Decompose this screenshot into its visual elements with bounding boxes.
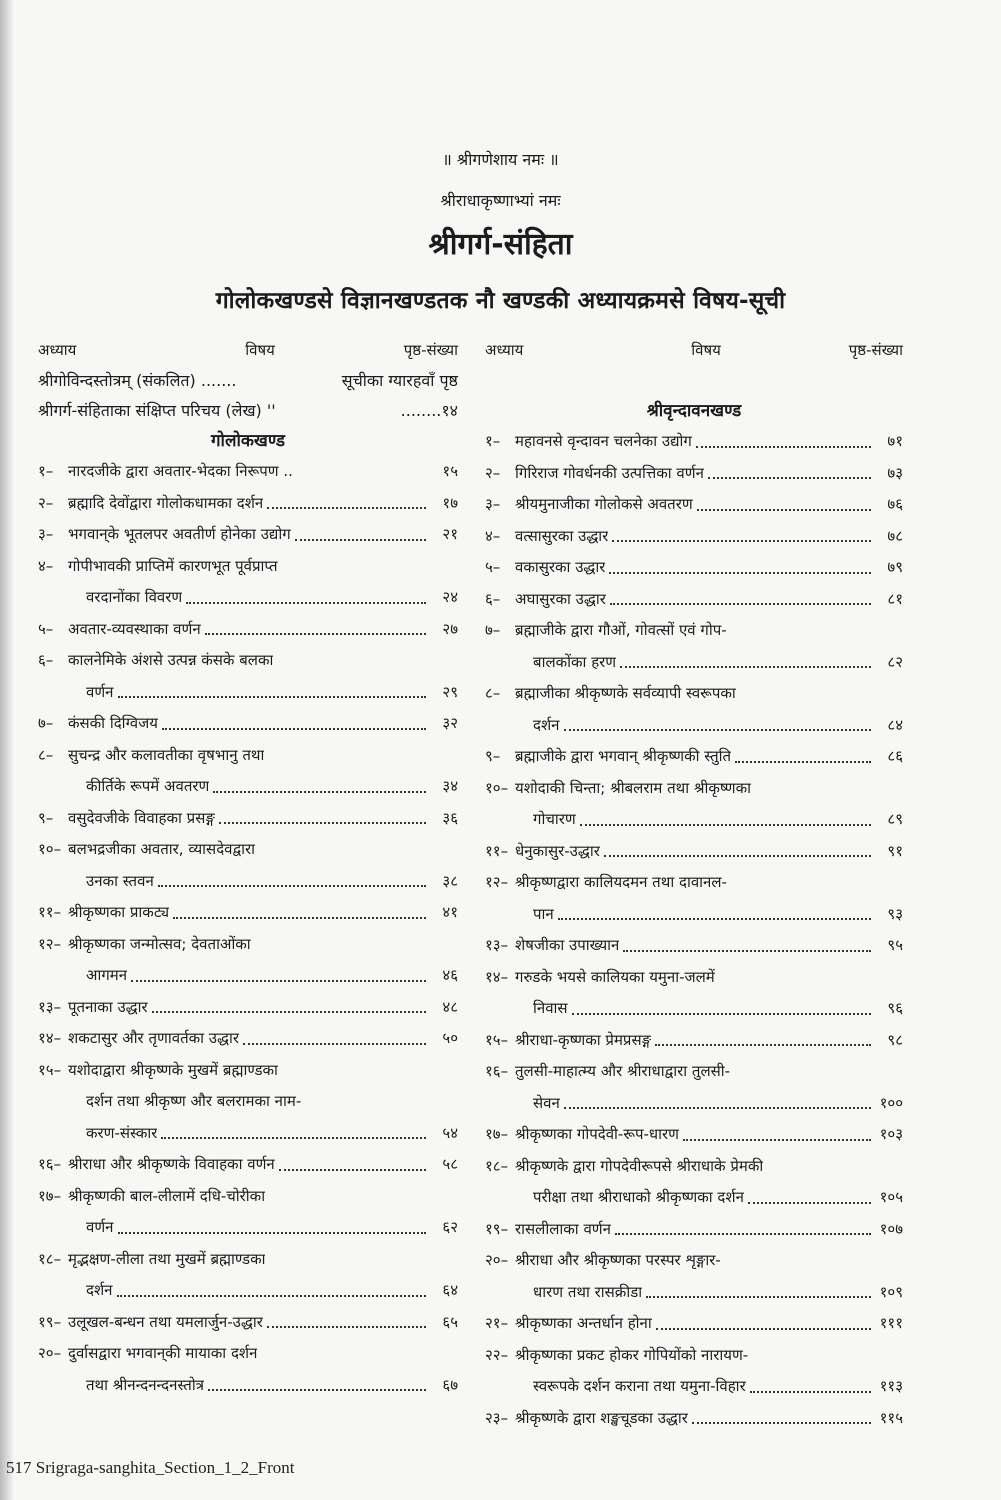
dot-leader (186, 602, 426, 604)
page-number: ८१ (887, 589, 903, 608)
header-page: पृष्ठ-संख्या (848, 341, 903, 359)
chapter-number: १२– (38, 934, 62, 953)
dot-leader (173, 917, 426, 919)
dot-leader (213, 791, 426, 793)
toc-entry-continuation (485, 1088, 903, 1120)
page-number: ११३ (879, 1377, 903, 1395)
chapter-number: १९– (38, 1312, 62, 1331)
dot-leader (162, 728, 426, 730)
dot-leader (609, 572, 871, 574)
chapter-title: कालनेमिके अंशसे उत्पन्न कंसके बलका (68, 651, 274, 669)
page-number: ९६ (887, 999, 903, 1017)
toc-entry-continuation (485, 710, 903, 742)
dot-leader (295, 539, 426, 541)
dot-leader (131, 980, 426, 982)
page-number: ६७ (442, 1375, 458, 1394)
header-subject: विषय (691, 341, 721, 359)
chapter-title: निवास (533, 999, 568, 1017)
dot-leader (564, 729, 872, 731)
page-number: ९१ (887, 841, 903, 860)
page-number: ८९ (887, 810, 903, 828)
toc-entry (38, 834, 458, 866)
chapter-number: ४– (38, 556, 54, 575)
toc-entry (38, 1244, 458, 1276)
toc-entry (485, 930, 903, 962)
page-number: ४६ (442, 966, 458, 984)
chapter-title: परीक्षा तथा श्रीराधाको श्रीकृष्णका दर्शन (533, 1188, 744, 1206)
page-number: ८४ (887, 715, 903, 734)
toc-entry (38, 740, 458, 772)
chapter-title: श्रीयमुनाजीका गोलोकसे अवतरण (515, 495, 693, 513)
vrindavan-khanda-list (485, 426, 903, 1434)
page-number: ३४ (442, 777, 458, 795)
page-number: ७८ (887, 526, 903, 545)
page-number: २९ (442, 682, 458, 701)
chapter-number: २– (38, 493, 54, 512)
goloka-khanda-list (38, 456, 458, 1401)
dot-leader (697, 509, 871, 511)
chapter-title: गिरिराज गोवर्धनकी उत्पत्तिका वर्णन (515, 463, 704, 482)
toc-entry-continuation (485, 1371, 903, 1403)
toc-entry-continuation (485, 993, 903, 1025)
toc-entry (38, 1338, 458, 1370)
toc-entry-continuation (38, 1275, 458, 1307)
chapter-title: ब्रह्माजीका श्रीकृष्णके सर्वव्यापी स्वरूपका (515, 684, 736, 702)
chapter-number: २२– (485, 1345, 509, 1364)
chapter-title: गोपीभावकी प्राप्तिमें कारणभूत पूर्वप्राप्त (68, 556, 278, 575)
dot-leader (161, 1137, 426, 1139)
chapter-title: दर्शन (86, 1281, 113, 1299)
chapter-title: पूतनाका उद्धार (68, 997, 148, 1016)
chapter-title: वसुदेवजीके विवाहका प्रसङ्ग (68, 808, 215, 827)
front-matter (38, 366, 458, 426)
dot-leader (655, 1044, 871, 1046)
chapter-number: ९– (38, 808, 54, 827)
toc-entry (485, 1151, 903, 1183)
page-number: ६२ (442, 1218, 458, 1236)
header-chapter: अध्याय (38, 341, 77, 359)
dot-leader (243, 1043, 426, 1045)
chapter-title: श्रीकृष्णका प्राकट्य (68, 903, 170, 921)
front-matter-title: श्रीगर्ग-संहिताका संक्षिप्त परिचय (लेख) '' (38, 401, 276, 420)
header-chapter: अध्याय (485, 341, 524, 359)
front-matter-entry (38, 396, 458, 426)
dot-leader (692, 1422, 871, 1424)
toc-entry (38, 1055, 458, 1087)
section-heading-vrindavan: श्रीवृन्दावनखण्ड (646, 401, 742, 421)
toc-entry (485, 552, 903, 584)
chapter-title: नारदजीके द्वारा अवतार-भेदका निरूपण .. (68, 462, 293, 480)
chapter-title: वकासुरका उद्धार (515, 558, 606, 576)
page-number: २७ (442, 619, 458, 638)
page-number: ८६ (887, 747, 903, 765)
page-number: १०३ (879, 1125, 903, 1143)
dot-leader (696, 446, 871, 448)
front-matter-page: ........१४ (400, 401, 458, 420)
chapter-number: १– (485, 432, 501, 450)
dot-leader (205, 633, 426, 635)
toc-entry (485, 741, 903, 773)
dot-leader (572, 1013, 871, 1015)
chapter-title: अवतार-व्यवस्थाका वर्णन (68, 619, 201, 638)
chapter-title: गोचारण (533, 810, 576, 828)
chapter-title: दुर्वासद्वारा भगवान्‌की मायाका दर्शन (68, 1344, 258, 1362)
page-number: ८२ (887, 652, 903, 671)
chapter-title: शेषजीका उपाख्यान (515, 936, 620, 954)
toc-entry (485, 584, 903, 616)
chapter-title: श्रीकृष्णका प्रकट होकर गोपियोंको नारायण- (515, 1345, 749, 1364)
toc-entry-continuation (38, 677, 458, 709)
chapter-number: १०– (485, 778, 509, 797)
chapter-number: १७– (485, 1125, 509, 1143)
chapter-number: १५– (485, 1030, 509, 1049)
dot-leader (748, 1202, 871, 1204)
page-number: २१ (442, 525, 458, 543)
toc-entry (485, 521, 903, 553)
toc-entry-continuation (485, 804, 903, 836)
chapter-title: गरुडके भयसे कालियका यमुना-जलमें (515, 967, 715, 986)
toc-entry (38, 645, 458, 677)
chapter-number: १४– (485, 967, 509, 986)
chapter-title: श्रीराधा और श्रीकृष्णका परस्पर शृङ्गार- (515, 1251, 721, 1269)
chapter-title: श्रीकृष्णकी बाल-लीलामें दधि-चोरीका (68, 1186, 266, 1205)
dot-leader (683, 1139, 871, 1141)
toc-entry (485, 489, 903, 521)
page-number: १११ (879, 1314, 903, 1332)
chapter-title: ब्रह्मादि देवोंद्वारा गोलोकधामका दर्शन (68, 493, 264, 512)
chapter-title: यशोदाकी चिन्ता; श्रीबलराम तथा श्रीकृष्णका (515, 778, 751, 797)
dot-leader (118, 696, 426, 698)
chapter-title: उनका स्तवन (86, 871, 154, 890)
chapter-number: १७– (38, 1186, 62, 1205)
toc-entry (38, 803, 458, 835)
toc-entry-continuation (38, 866, 458, 898)
page-number: ११५ (879, 1408, 903, 1427)
chapter-title: श्रीकृष्णके द्वारा गोपदेवीरूपसे श्रीराधाके प्रेमकी (515, 1156, 764, 1175)
dot-leader (118, 1232, 426, 1234)
chapter-title: तुलसी-माहात्म्य और श्रीराधाद्वारा तुलसी- (515, 1062, 731, 1080)
page-number: ४८ (442, 997, 458, 1016)
chapter-title: रासलीलाका वर्णन (515, 1219, 611, 1238)
chapter-title: श्रीराधा और श्रीकृष्णके विवाहका वर्णन (68, 1155, 275, 1173)
toc-entry (485, 678, 903, 710)
chapter-title: श्रीकृष्णका अन्तर्धान होना (515, 1314, 652, 1332)
page-number: ९३ (887, 904, 903, 923)
chapter-number: १२– (485, 873, 509, 891)
toc-entry (485, 1340, 903, 1372)
page-number: ३२ (442, 714, 458, 732)
dot-leader (750, 1391, 871, 1393)
toc-entry-continuation (38, 582, 458, 614)
toc-entry (485, 1308, 903, 1340)
page-number: ५० (442, 1029, 458, 1047)
toc-entry (38, 897, 458, 929)
toc-entry (38, 1307, 458, 1339)
column-headers-right (485, 340, 903, 366)
toc-entry (38, 1149, 458, 1181)
chapter-number: ५– (38, 619, 54, 638)
chapter-title: श्रीकृष्णद्वारा कालियदमन तथा दावानल- (515, 873, 727, 891)
dot-leader (564, 1107, 871, 1109)
dot-leader (117, 1295, 427, 1297)
chapter-number: १४– (38, 1029, 62, 1047)
toc-entry (38, 551, 458, 583)
toc-entry (485, 1056, 903, 1088)
dot-leader (279, 1169, 426, 1171)
page-number: ६४ (442, 1281, 458, 1299)
page-number: १०५ (879, 1188, 903, 1206)
chapter-number: २१– (485, 1314, 509, 1332)
chapter-title: मृद्भक्षण-लीला तथा मुखमें ब्रह्माण्डका (68, 1249, 266, 1268)
toc-entry (485, 773, 903, 805)
chapter-number: १५– (38, 1060, 62, 1079)
chapter-number: २०– (38, 1344, 62, 1362)
toc-entry-continuation (38, 1212, 458, 1244)
toc-entry (485, 1119, 903, 1151)
chapter-title: श्रीकृष्णके द्वारा शङ्खचूडका उद्धार (515, 1408, 688, 1427)
book-title: श्रीगर्ग-संहिता (428, 227, 573, 262)
chapter-title: वत्सासुरका उद्धार (515, 526, 609, 545)
toc-entry (485, 1403, 903, 1435)
page-number: ३८ (442, 871, 458, 890)
page-number: ७३ (887, 463, 903, 482)
toc-entry (38, 456, 458, 488)
chapter-title: श्रीराधा-कृष्णका प्रेमप्रसङ्ग (515, 1030, 652, 1049)
front-matter-page: सूचीका ग्यारहवाँ पृष्ठ (341, 371, 458, 390)
chapter-title: धारण तथा रासक्रीडा (533, 1282, 643, 1301)
toc-entry (38, 1181, 458, 1213)
dot-leader (620, 666, 871, 668)
chapter-title: तथा श्रीनन्दनन्दनस्तोत्र (86, 1375, 205, 1394)
chapter-number: २– (485, 463, 501, 482)
chapter-title: स्वरूपके दर्शन कराना तथा यमुना-विहार (533, 1377, 746, 1395)
toc-entry-continuation (485, 647, 903, 679)
page-number: ४१ (442, 903, 458, 921)
chapter-number: २०– (485, 1251, 509, 1269)
chapter-number: १– (38, 462, 54, 480)
toc-entry-continuation (38, 960, 458, 992)
chapter-number: १६– (38, 1155, 62, 1173)
page-number: १५ (442, 462, 458, 480)
invocation-ganesha: ॥ श्रीगणेशाय नमः ॥ (442, 150, 559, 169)
header-page: पृष्ठ-संख्या (403, 341, 458, 359)
chapter-title: उलूखल-बन्धन तथा यमलार्जुन-उद्धार (68, 1312, 263, 1331)
chapter-title: यशोदाद्वारा श्रीकृष्णके मुखमें ब्रह्माण्डका (68, 1060, 278, 1079)
chapter-title: वर्णन (86, 682, 114, 701)
toc-entry-continuation (38, 1118, 458, 1150)
toc-entry (485, 458, 903, 490)
toc-entry (485, 836, 903, 868)
dot-leader (615, 1233, 871, 1235)
toc-entry (485, 1214, 903, 1246)
chapter-title: दर्शन तथा श्रीकृष्ण और बलरामका नाम- (86, 1092, 302, 1110)
toc-entry (38, 992, 458, 1024)
toc-entry (38, 488, 458, 520)
section-heading-goloka: गोलोकखण्ड (210, 431, 286, 451)
header-subject: विषय (245, 341, 275, 359)
toc-entry (485, 1025, 903, 1057)
page-number: ९५ (887, 936, 903, 954)
chapter-title: दर्शन (533, 715, 560, 734)
front-matter-title: श्रीगोविन्दस्तोत्रम् (संकलित) ....... (38, 371, 237, 390)
toc-entry-continuation (38, 1086, 458, 1118)
left-column (38, 340, 458, 1401)
dot-leader (208, 1389, 426, 1391)
toc-entry (485, 962, 903, 994)
chapter-title: बालकोंका हरण (533, 652, 617, 671)
chapter-title: अघासुरका उद्धार (515, 589, 606, 608)
page-number: ६५ (442, 1312, 458, 1331)
chapter-number: ७– (485, 621, 501, 639)
dot-leader (646, 1296, 871, 1298)
chapter-number: १०– (38, 840, 62, 858)
dot-leader (267, 507, 426, 509)
chapter-title: कंसकी दिग्विजय (68, 714, 158, 732)
dot-leader (267, 1326, 426, 1328)
toc-entry (485, 867, 903, 899)
chapter-number: ३– (38, 525, 54, 543)
page-number: ५४ (442, 1123, 458, 1142)
dot-leader (656, 1328, 871, 1330)
toc-entry-continuation (38, 771, 458, 803)
toc-entry (38, 614, 458, 646)
chapter-title: बलभद्रजीका अवतार, व्यासदेवद्वारा (68, 840, 256, 858)
dot-leader (735, 761, 871, 763)
dot-leader (623, 950, 871, 952)
chapter-number: १८– (485, 1156, 509, 1175)
page-number: १०७ (879, 1219, 903, 1238)
chapter-title: कीर्तिके रूपमें अवतरण (86, 777, 210, 795)
chapter-number: ५– (485, 558, 501, 576)
toc-entry (38, 519, 458, 551)
chapter-number: ३– (485, 495, 501, 513)
chapter-title: सेवन (533, 1093, 560, 1112)
chapter-number: ६– (485, 589, 501, 608)
chapter-number: ११– (485, 841, 509, 860)
chapter-number: ७– (38, 714, 54, 732)
dot-leader (558, 918, 871, 920)
dot-leader (610, 603, 871, 605)
page-number: ७६ (887, 495, 903, 513)
chapter-title: वरदानोंका विवरण (86, 588, 183, 606)
chapter-number: १६– (485, 1062, 509, 1080)
column-headers-left (38, 340, 458, 366)
dot-leader (708, 477, 871, 479)
chapter-title: सुचन्द्र और कलावतीका वृषभानु तथा (68, 745, 265, 764)
toc-entry-continuation (38, 1370, 458, 1402)
toc-entry (38, 1023, 458, 1055)
page-number: ५८ (442, 1155, 458, 1173)
invocation-radhakrishna: श्रीराधाकृष्णाभ्यां नमः (440, 191, 561, 210)
chapter-title: वर्णन (86, 1218, 114, 1236)
page-number: ९८ (887, 1030, 903, 1049)
toc-entry (485, 426, 903, 458)
chapter-title: श्रीकृष्णका गोपदेवी-रूप-धारण (515, 1125, 680, 1143)
page-number: १०० (879, 1093, 903, 1112)
page-number: ७१ (887, 432, 903, 450)
toc-entry-continuation (485, 1182, 903, 1214)
chapter-number: २३– (485, 1408, 509, 1427)
chapter-number: १८– (38, 1249, 62, 1268)
toc-entry (485, 1245, 903, 1277)
chapter-title: श्रीकृष्णका जन्मोत्सव; देवताओंका (68, 934, 251, 953)
toc-entry (38, 929, 458, 961)
dot-leader (612, 540, 871, 542)
front-matter-entry (38, 366, 458, 396)
chapter-title: आगमन (86, 966, 128, 984)
page-number: ३६ (442, 808, 458, 827)
page-number: १७ (442, 493, 458, 512)
page-number: २४ (442, 588, 458, 606)
chapter-title: करण-संस्कार (86, 1123, 158, 1142)
chapter-title: धेनुकासुर-उद्धार (515, 841, 600, 860)
toc-entry-continuation (485, 1277, 903, 1309)
chapter-number: ८– (38, 745, 54, 764)
dot-leader (152, 1011, 426, 1013)
chapter-number: ६– (38, 651, 54, 669)
chapter-title: महावनसे वृन्दावन चलनेका उद्योग (515, 432, 692, 450)
dot-leader (580, 824, 871, 826)
page-number: १०९ (879, 1282, 903, 1301)
chapter-number: १३– (485, 936, 509, 954)
toc-entry-continuation (485, 899, 903, 931)
toc-entry (485, 615, 903, 647)
chapter-title: भगवान्‌के भूतलपर अवतीर्ण होनेका उद्योग (68, 525, 291, 543)
page-number: ७९ (887, 558, 903, 576)
chapter-title: शकटासुर और तृणावर्तका उद्धार (68, 1029, 240, 1047)
chapter-title: ब्रह्माजीके द्वारा भगवान् श्रीकृष्णकी स्तुति (515, 747, 732, 765)
chapter-number: ८– (485, 684, 501, 702)
dot-leader (158, 885, 426, 887)
chapter-number: १३– (38, 997, 62, 1016)
right-column (485, 340, 903, 1434)
chapter-title: ब्रह्माजीके द्वारा गौओं, गोवत्सों एवं गोप- (515, 621, 727, 639)
chapter-number: ११– (38, 903, 62, 921)
chapter-number: ९– (485, 747, 501, 765)
dot-leader (604, 855, 871, 857)
chapter-title: पान (533, 904, 554, 923)
chapter-number: ४– (485, 526, 501, 545)
dot-leader (219, 822, 426, 824)
contents-subtitle: गोलोकखण्डसे विज्ञानखण्डतक नौ खण्डकी अध्यायक्रमसे विषय-सूची (215, 288, 786, 314)
toc-entry (38, 708, 458, 740)
chapter-number: १९– (485, 1219, 509, 1238)
scan-footer-label: 517 Srigraga-sanghita_Section_1_2_Front (6, 1458, 295, 1477)
